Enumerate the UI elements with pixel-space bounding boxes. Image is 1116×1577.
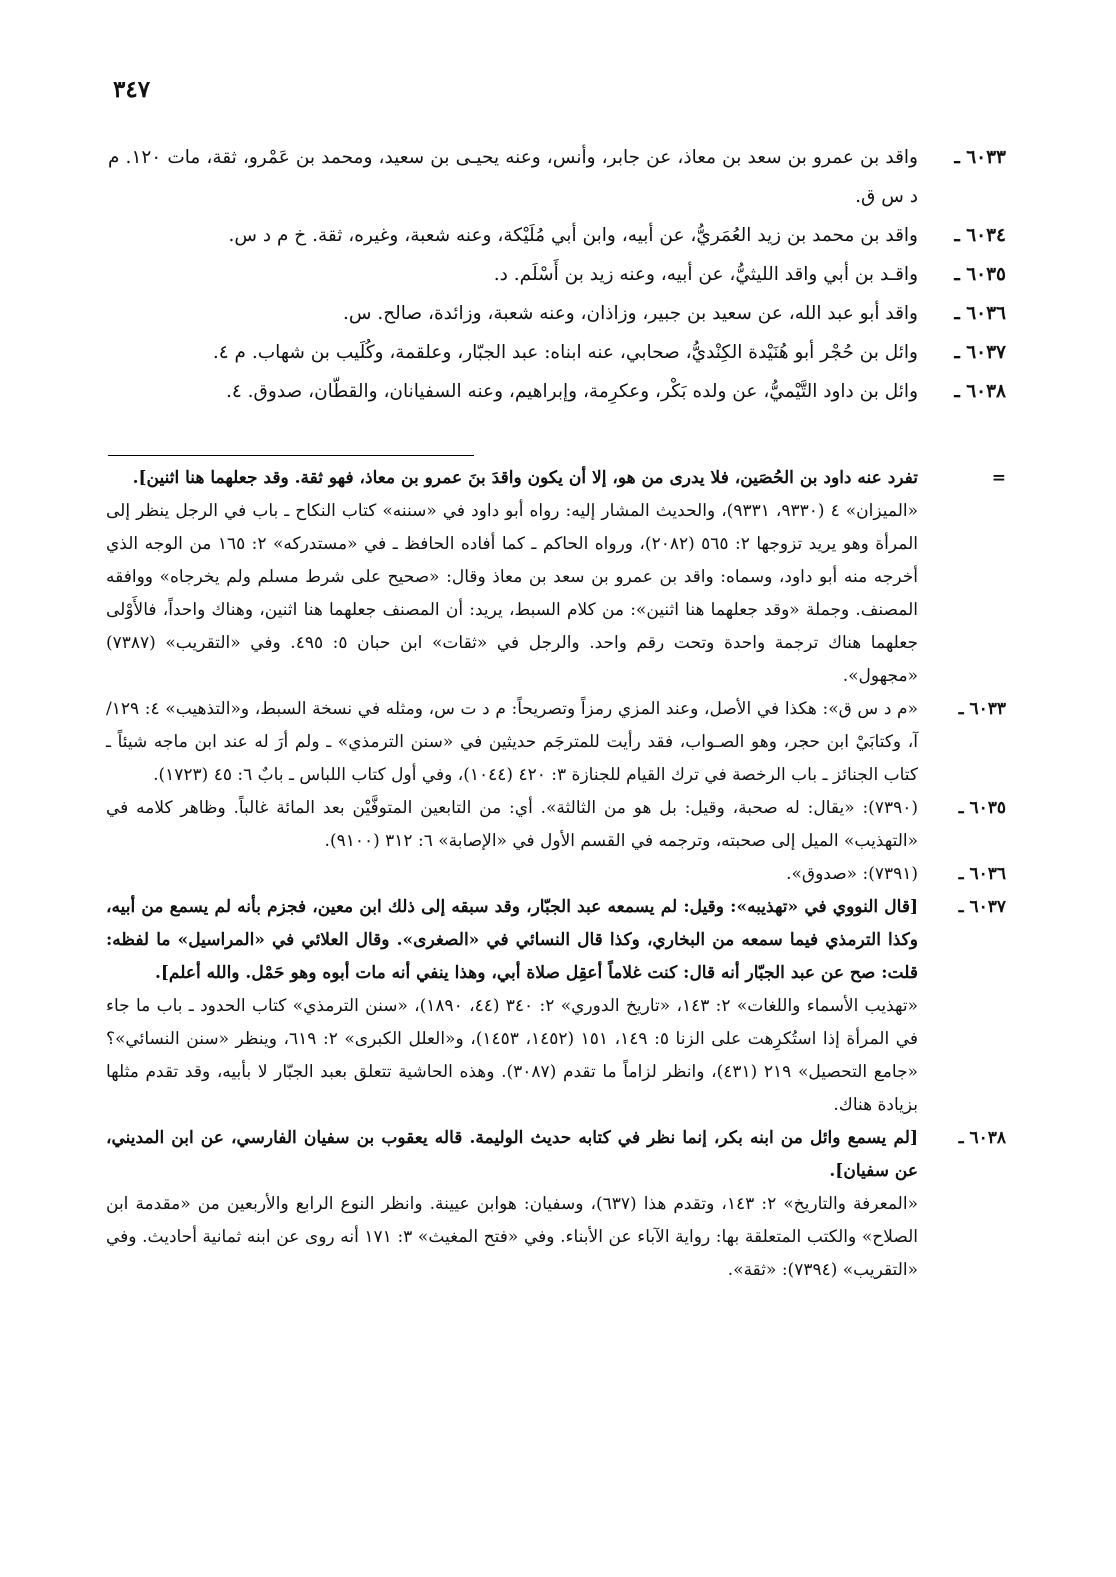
footnote	[106, 858, 1006, 891]
entry	[108, 255, 1006, 294]
entry-text: واقـد بن أبي واقد الليثيُّ، عن أبيه، وعنه زيد بن أَسْلَم. د.	[493, 264, 918, 285]
footnote-number: ٦٠٣٦ ـ	[958, 864, 1006, 884]
entry	[108, 372, 1006, 411]
entry-text: وائل بن داود التَّيْميُّ، عن ولده بَكْر، وعكرِمة، وإبراهيم، وعنه السفيانان، والقطّان، صدوق. ٤.	[225, 381, 918, 402]
entry	[108, 333, 1006, 372]
entries-section	[108, 138, 1006, 411]
footnote-number: ٦٠٣٨ ـ	[958, 1128, 1006, 1148]
footnote-marker: =	[991, 468, 1006, 488]
entry	[108, 138, 1006, 216]
footnote	[106, 462, 1006, 693]
entry-number: ٦٠٣٦ ـ	[954, 303, 1006, 324]
footnote-text: «م د س ق»: هكذا في الأصل، وعند المزي رمزاً وتصريحاً: م د ت س، ومثله في نسخة السبط، و«التذهيب» ٤: ١٢٩/آ، وكتابَيْ ابن حجر، وهو الصـواب، فقد رأيت للمترجَم حديثين في «سنن الترمذي» ـ ولم أرَ له عند ابن ماجه شيئاً ـ كتاب الجنائز ـ باب الرخصة في ترك القيام للجنازة ٣: ٤٢٠ (١٠٤٤)، وفي أول كتاب اللباس ـ بابٌ ٦: ٤٥ (١٧٢٣).	[106, 699, 918, 785]
footnote-divider	[108, 455, 474, 456]
footnote-number: ٦٠٣٧ ـ	[958, 897, 1006, 917]
entry-number: ٦٠٣٥ ـ	[954, 264, 1006, 285]
entry-text: واقد بن عمرو بن سعد بن معاذ، عن جابر، وأنس، وعنه يحيـى بن سعيد، ومحمد بن عَمْرو، ثقة، مات ١٢٠. م د س ق.	[108, 147, 918, 207]
entry-number: ٦٠٣٧ ـ	[954, 342, 1006, 363]
footnote	[106, 891, 1006, 1122]
entry-number: ٦٠٣٣ ـ	[954, 147, 1006, 168]
footnote-number: ٦٠٣٣ ـ	[958, 699, 1006, 719]
footnote	[106, 693, 1006, 792]
footnote-text: «الميزان» ٤ (٩٣٣٠، ٩٣٣١)، والحديث المشار إليه: رواه أبو داود في «سننه» كتاب النكاح ـ باب في الرجل ينظر إلى المرأة وهو يريد تزوجها ٢: ٥٦٥ (٢٠٨٢)، ورواه الحاكم ـ كما أفاده الحافظ ـ في «مستدركه» ٢: ١٦٥ من الوجه الذي أخرجه منه أبو داود، وسماه: واقد بن عمرو بن سعد بن معاذ وقال: «صحيح على شرط مسلم ولم يخرجاه» ووافقه المصنف. وجملة «وقد جعلهما هنا اثنين»: من كلام السبط، يريد: أن المصنف جعلهما هنا اثنين، وهناك واحداً، فالأَوْلى جعلهما هناك ترجمة واحدة وتحت رقم واحد. والرجل في «ثقات» ابن حبان ٥: ٤٩٥. وفي «التقريب» (٧٣٨٧) «مجهول».	[106, 501, 918, 686]
footnote	[106, 1122, 1006, 1287]
entry-text: وائل بن حُجْر أبو هُنَيْدة الكِنْديُّ، صحابي، عنه ابناه: عبد الجبّار، وعلقمة، وكُلَيب بن شهاب. م ٤.	[212, 342, 918, 363]
entry-text: واقد أبو عبد الله، عن سعيد بن جبير، وزاذان، وعنه شعبة، وزائدة، صالح. س.	[342, 303, 918, 324]
entry-number: ٦٠٣٤ ـ	[954, 225, 1006, 246]
entry-number: ٦٠٣٨ ـ	[954, 381, 1006, 402]
footnote-text: «المعرفة والتاريخ» ٢: ١٤٣، وتقدم هذا (٦٣٧)، وسفيان: هوابن عيينة. وانظر النوع الرابع والأربعين من «مقدمة ابن الصلاح» والكتب المتعلقة بها: رواية الآباء عن الأبناء. وفي «فتح المغيث» ٣: ١٧١ أنه روى عن ابنه ثمانية أحاديث. وفي «التقريب» (٧٣٩٤): «ثقة».	[106, 1194, 918, 1280]
footnote-bold-text: [لم يسمع وائل من ابنه بكر، إنما نظر في كتابه حديث الوليمة. قاله يعقوب بن سفيان الفارسي، عن ابن المديني، عن سفيان].	[106, 1128, 918, 1181]
entry	[108, 216, 1006, 255]
footnote-number: ٦٠٣٥ ـ	[958, 798, 1006, 818]
footnote-text: «تهذيب الأسماء واللغات» ٢: ١٤٣، «تاريخ الدوري» ٢: ٣٤٠ (٤٤، ١٨٩٠)، «سنن الترمذي» كتاب الحدود ـ باب ما جاء في المرأة إذا استُكرِهت على الزنا ٥: ١٤٩، ١٥١ (١٤٥٢، ١٤٥٣)، و«العلل الكبرى» ٢: ٦١٩، وينظر «سنن النسائي»؟ «جامع التحصيل» ٢١٩ (٤٣١)، وانظر لزاماً ما تقدم (٣٠٨٧). وهذه الحاشية تتعلق بعبد الجبّار لا بأبيه، وقد تقدم مثلها بزيادة هناك.	[106, 996, 919, 1115]
footnote	[106, 792, 1006, 858]
footnote-text: (٧٣٩٠): «يقال: له صحبة، وقيل: بل هو من الثالثة». أي: من التابعين المتوفَّيْن بعد المائة غالباً. وظاهر كلامه في «التهذيب» الميل إلى صحبته، وترجمه في القسم الأول في «الإصابة» ٦: ٣١٢ (٩١٠٠).	[106, 798, 918, 851]
footnotes-section	[106, 462, 1006, 1287]
page-number: ٣٤٧	[113, 76, 151, 103]
entry-text: واقد بن محمد بن زيد العُمَريُّ، عن أبيه، وابن أبي مُلَيْكة، وعنه شعبة، وغيره، ثقة. خ م د س.	[228, 225, 918, 246]
footnote-bold-text: تفرد عنه داود بن الحُصَين، فلا يدرى من هو، إلا أن يكون واقدَ بنَ عمرو بن معاذ، فهو ثقة. وقد جعلهما هنا اثنين].	[132, 468, 918, 488]
footnote-bold-text: [قال النووي في «تهذيبه»: وقيل: لم يسمعه عبد الجبّار، وقد سبقه إلى ذلك ابن معين، فجزم بأنه لم يسمع من أبيه، وكذا الترمذي فيما سمعه من البخاري، وكذا قال النسائي في «الصغرى». وقال العلائي في «المراسيل» ما لفظه: قلت: صح عن عبد الجبّار أنه قال: كنت غلاماً أعقِل صلاة أبي، وهذا ينفي أنه مات أبوه وهو حَمْل. والله أعلم].	[106, 897, 918, 983]
entry	[108, 294, 1006, 333]
footnote-text: (٧٣٩١): «صدوق».	[786, 864, 918, 884]
